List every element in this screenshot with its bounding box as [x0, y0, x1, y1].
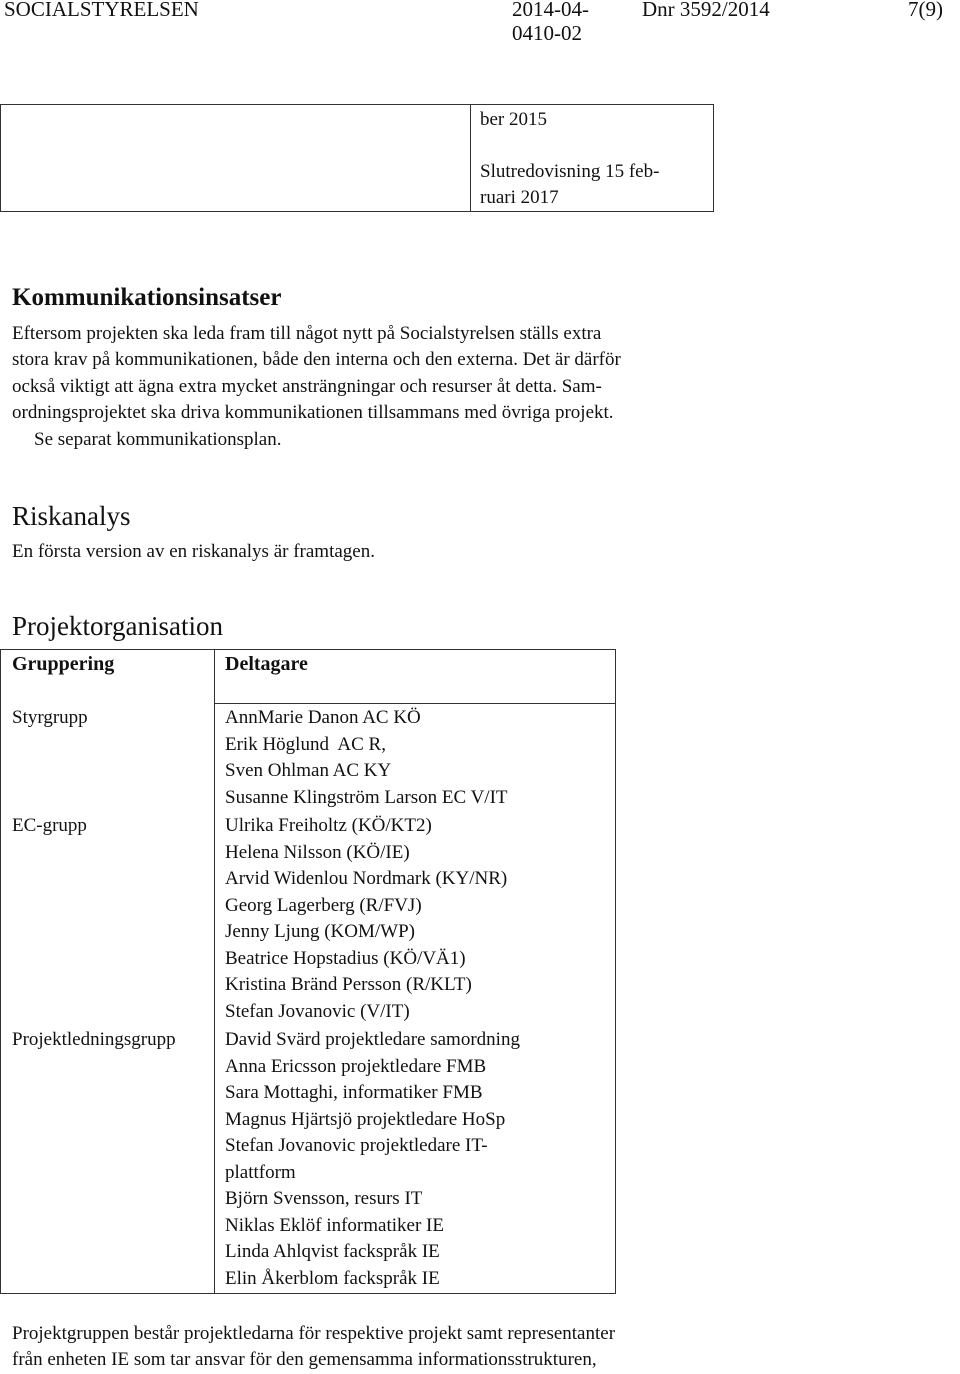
paragraph-line: också viktigt att ägna extra mycket ansträngningar och resurser åt detta. Sam-: [12, 376, 602, 397]
column-header-deltagare: Deltagare: [225, 653, 308, 675]
member: Niklas Eklöf informatiker IE: [225, 1214, 444, 1236]
member: David Svärd projektledare samordning: [225, 1029, 520, 1050]
member: Stefan Jovanovic (V/IT): [225, 1000, 410, 1022]
column-header-gruppering: Gruppering: [12, 653, 115, 675]
timeline-line-2: Slutredovisning 15 feb-: [480, 161, 660, 182]
riskanalys-text: En första version av en riskanalys är framtagen.: [12, 541, 375, 562]
timeline-line-3: ruari 2017: [480, 187, 559, 208]
header-org: SOCIALSTYRELSEN: [4, 0, 199, 21]
member: Susanne Klingström Larson EC V/IT: [225, 786, 508, 808]
group-members-ec-grupp: [225, 813, 507, 1025]
footer-paragraph-line: Projektgruppen består projektledarna för respektive projekt samt representanter: [12, 1323, 616, 1344]
organisation-table-header-divider: [214, 703, 615, 704]
member: Anna Ericsson projektledare FMB: [225, 1055, 487, 1077]
section-heading-projektorganisation: Projektorganisation: [12, 611, 223, 641]
paragraph-line: Eftersom projekten ska leda fram till något nytt på Socialstyrelsen ställs extra: [12, 323, 602, 344]
header-dnr: Dnr 3592/2014: [642, 0, 770, 21]
member: Sara Mottaghi, informatiker FMB: [225, 1082, 483, 1103]
member: Jenny Ljung (KOM/WP): [225, 921, 415, 942]
header-date-line1: 2014-04-: [512, 0, 589, 21]
member: Kristina Bränd Persson (R/KLT): [225, 974, 472, 995]
group-name-projektledningsgrupp: Projektledningsgrupp: [12, 1029, 176, 1050]
member: Björn Svensson, resurs IT: [225, 1188, 423, 1209]
member: Georg Lagerberg (R/FVJ): [225, 894, 422, 916]
section-heading-kommunikation: Kommunikationsinsatser: [12, 284, 282, 311]
member: Elin Åkerblom fackspråk IE: [225, 1267, 440, 1289]
group-members-projektledningsgrupp: [225, 1027, 520, 1292]
member: Erik Höglund AC R,: [225, 733, 386, 755]
header-page-number: 7(9): [908, 0, 943, 21]
member: Arvid Widenlou Nordmark (KY/NR): [225, 868, 508, 889]
paragraph-line: Se separat kommunikationsplan.: [34, 429, 282, 450]
group-name-ec-grupp: EC-grupp: [12, 815, 87, 836]
timeline-table-divider: [470, 104, 471, 212]
member: Stefan Jovanovic projektledare IT-: [225, 1135, 488, 1156]
timeline-line-1: ber 2015: [480, 109, 548, 130]
section-heading-riskanalys: Riskanalys: [12, 501, 131, 531]
header-date-line2: 0410-02: [512, 21, 582, 45]
member: Linda Ahlqvist fackspråk IE: [225, 1241, 440, 1262]
member: Ulrika Freiholtz (KÖ/KT2): [225, 815, 432, 836]
group-name-styrgrupp: Styrgrupp: [12, 707, 88, 728]
member: Sven Ohlman AC KY: [225, 760, 392, 781]
group-members-styrgrupp: [225, 705, 508, 811]
member: Magnus Hjärtsjö projektledare HoSp: [225, 1108, 506, 1130]
organisation-table-column-divider: [214, 649, 215, 1294]
member: Beatrice Hopstadius (KÖ/VÄ1): [225, 947, 466, 969]
member: AnnMarie Danon AC KÖ: [225, 707, 421, 728]
member: Helena Nilsson (KÖ/IE): [225, 841, 410, 863]
paragraph-line: stora krav på kommunikationen, både den interna och den externa. Det är därför: [12, 349, 621, 370]
footer-paragraph-line: från enheten IE som tar ansvar för den gemensamma informationsstrukturen,: [12, 1349, 597, 1370]
paragraph-line: ordningsprojektet ska driva kommunikationen tillsammans med övriga projekt.: [12, 402, 614, 423]
timeline-table-border: [0, 104, 714, 212]
member: plattform: [225, 1161, 296, 1183]
